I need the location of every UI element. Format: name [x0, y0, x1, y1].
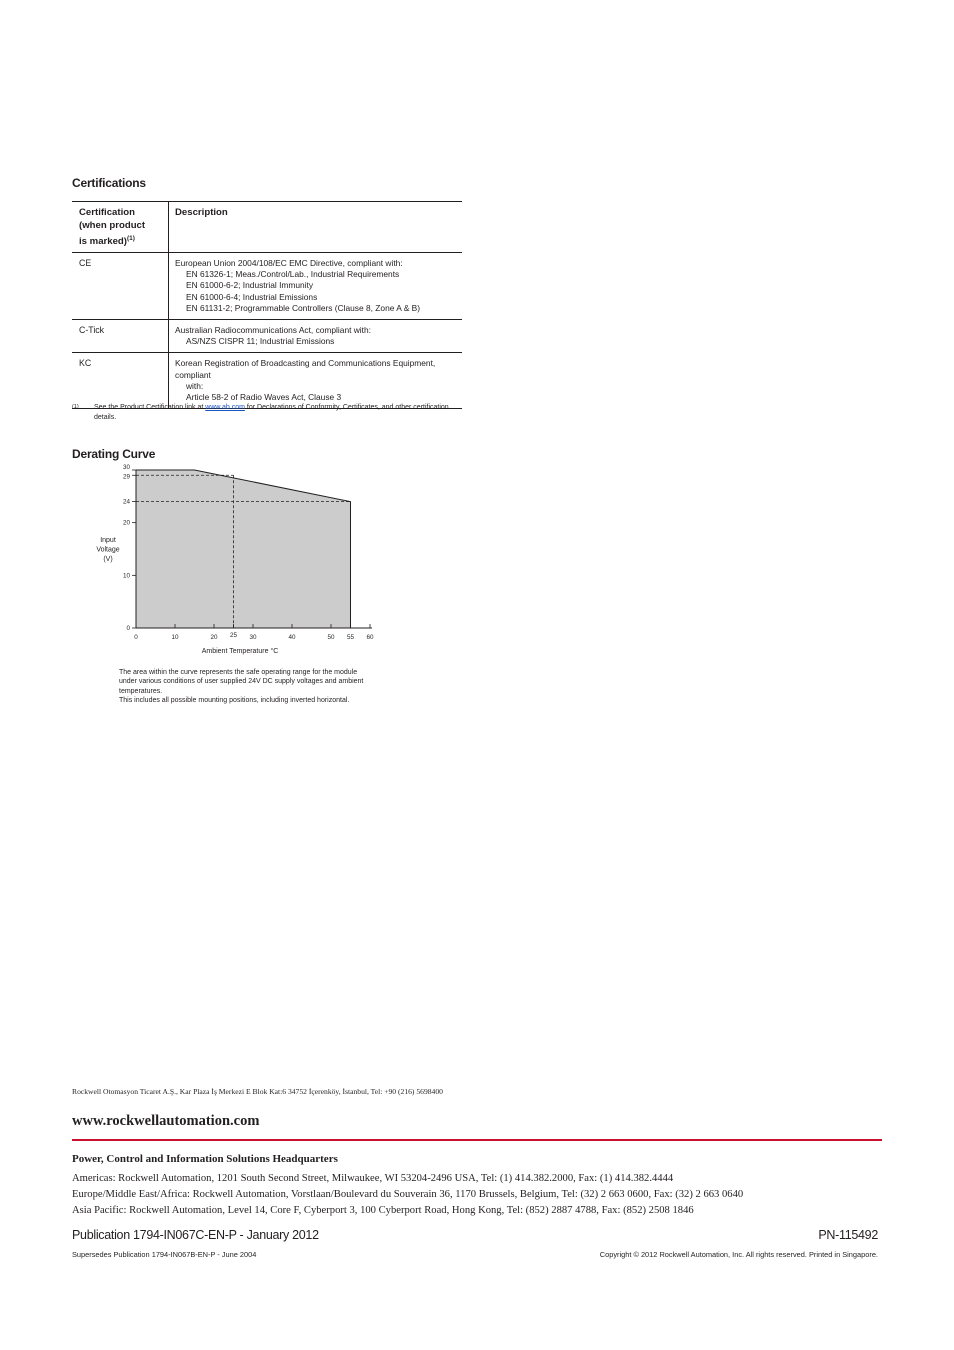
cert-item: EN 61000-6-4; Industrial Emissions: [186, 291, 318, 302]
cert-item: EN 61326-1; Meas./Control/Lab., Industrial Requirements: [186, 269, 400, 280]
derating-note: [119, 668, 389, 706]
x-tick-label: 40: [288, 634, 296, 641]
cert-item: EN 61000-6-2; Industrial Immunity: [186, 280, 314, 291]
y-axis-label: Input: [100, 537, 116, 544]
y-tick-label: 24: [122, 498, 130, 506]
cert-description-lead: Korean Registration of Broadcasting and Communications Equipment, compliant: [175, 358, 436, 380]
derating-note-line: This includes all possible mounting positions, including inverted horizontal.: [119, 697, 350, 705]
americas-address: Americas: Rockwell Automation, 1201 South Second Street, Milwaukee, WI 53204-2496 USA, Tel: (1) 414.382.2000, Fax: (1) 414.382.4444: [72, 1173, 674, 1184]
asia-pacific-address: Asia Pacific: Rockwell Automation, Level 14, Core F, Cyberport 3, 100 Cyberport Road, Hong Kong, Tel: (852) 2887 4788, Fax: (852) 2508 1846: [72, 1205, 694, 1216]
derating-note-line: under various conditions of user supplied 24V DC supply voltages and ambient: [119, 678, 364, 686]
cert-item: Article 58-2 of Radio Waves Act, Clause 3: [186, 392, 342, 403]
y-tick-label: 29: [122, 473, 130, 481]
x-tick-label: 60: [366, 634, 374, 641]
ab-com-link[interactable]: www.ab.com: [205, 404, 245, 411]
derating-note-line: temperatures.: [119, 687, 163, 695]
certifications-heading: Certifications: [72, 176, 146, 190]
derating-curve-heading: Derating Curve: [72, 447, 156, 461]
footnote-text-after: for Declarations of Conformity, Certificates, and other certification: [244, 404, 449, 411]
footnote-text-before: See the Product Certification link at: [94, 404, 206, 411]
x-tick-label: 25: [229, 632, 238, 639]
hq-addresses: [72, 1171, 882, 1219]
footnote-number: (1): [72, 404, 79, 410]
cert-name: C-Tick: [79, 325, 105, 336]
x-axis-label: Ambient Temperature °C: [201, 648, 279, 655]
footnote-mark: (1): [127, 235, 135, 242]
footer-divider: [72, 1139, 882, 1141]
part-number: PN-115492: [818, 1228, 878, 1242]
hq-title: Power, Control and Information Solutions Headquarters: [72, 1153, 338, 1165]
x-tick-label: 0: [134, 634, 138, 641]
cert-item: EN 61131-2; Programmable Controllers (Clause 8, Zone A & B): [186, 302, 420, 313]
cert-description-lead: European Union 2004/108/EC EMC Directive, compliant with:: [175, 258, 403, 268]
footnote-text-line2: details.: [94, 414, 117, 421]
website-url[interactable]: www.rockwellautomation.com: [72, 1113, 260, 1129]
x-tick-label: 30: [249, 634, 257, 641]
emea-address: Europe/Middle East/Africa: Rockwell Automation, Vorstlaan/Boulevard du Souverain 36, 1170 Brussels, Belgium, Tel: (32) 2 663 0600, Fax: (32) 2 663 0640: [72, 1189, 744, 1200]
derating-note-line: The area within the curve represents the safe operating range for the module: [119, 669, 358, 676]
cert-name: KC: [79, 358, 92, 369]
y-tick-label: 0: [126, 625, 130, 632]
supersedes-note: Supersedes Publication 1794-IN067B-EN-P - June 2004: [72, 1250, 257, 1259]
certification-column-label: Certification (when product is marked): [79, 207, 146, 248]
y-tick-label: 20: [122, 519, 130, 527]
x-tick-label: 20: [210, 634, 218, 641]
y-tick-label: 10: [122, 572, 130, 580]
cert-item: AS/NZS CISPR 11; Industrial Emissions: [186, 336, 335, 347]
x-tick-label: 55: [346, 634, 355, 641]
cert-name: CE: [79, 258, 92, 268]
description-column-header: Description: [175, 207, 228, 218]
y-tick-label: 30: [122, 464, 130, 471]
turkey-office-address: Rockwell Otomasyon Ticaret A.Ş., Kar Plaza İş Merkezi E Blok Kat:6 34752 İçerenköy, İstanbul, Tel: +90 (216) 5698400: [72, 1087, 443, 1096]
x-tick-label: 50: [327, 634, 335, 641]
publication-number: Publication 1794-IN067C-EN-P - January 2012: [72, 1228, 319, 1242]
copyright-notice: Copyright © 2012 Rockwell Automation, Inc. All rights reserved. Printed in Singapore.: [599, 1250, 878, 1259]
cert-item: with:: [186, 380, 204, 391]
cert-description-lead: Australian Radiocommunications Act, compliant with:: [175, 325, 371, 336]
y-axis-label: Voltage: [96, 546, 120, 554]
x-tick-label: 10: [171, 634, 179, 641]
y-axis-label: (V): [103, 556, 113, 563]
safe-operating-area: [136, 470, 351, 628]
